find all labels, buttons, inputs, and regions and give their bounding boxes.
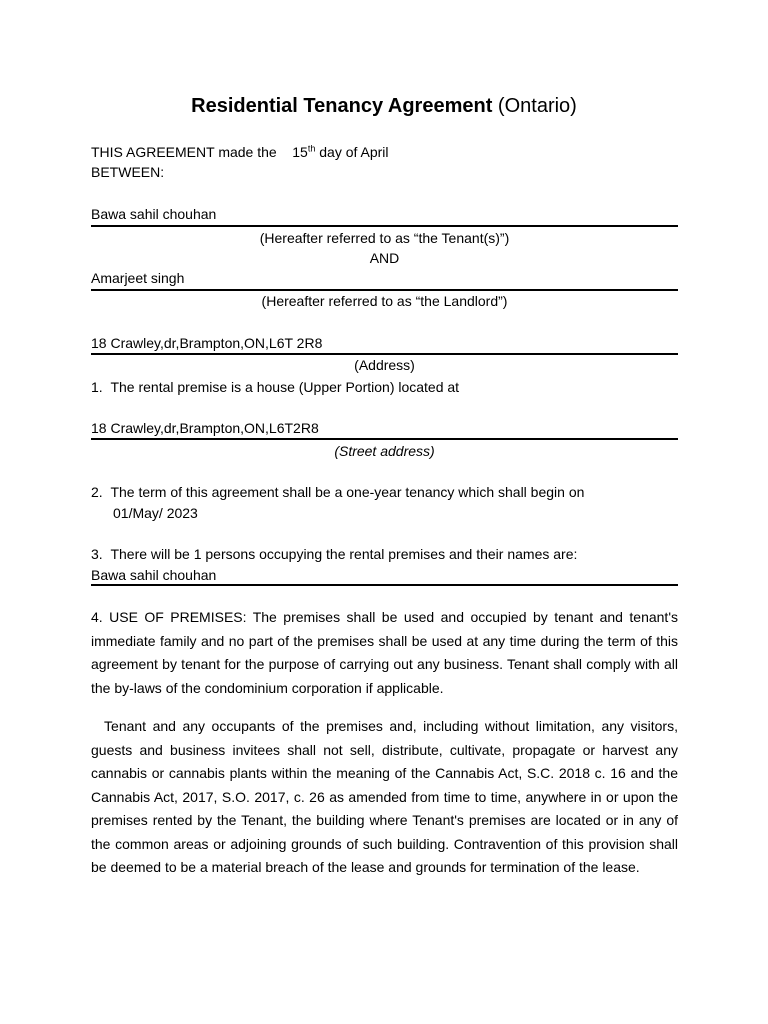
agreement-prefix: THIS AGREEMENT made the <box>91 144 277 160</box>
tenant-underline <box>91 225 678 227</box>
agreement-day: 15 <box>292 144 308 160</box>
occupant-name: Bawa sahil chouhan <box>91 567 217 583</box>
tenant-caption: (Hereafter referred to as “the Tenant(s)”) <box>259 230 510 246</box>
address-underline <box>91 353 678 355</box>
document-title <box>0 95 768 118</box>
landlord-underline <box>91 289 678 291</box>
clause-3-text: 3. There will be 1 persons occupying the rental premises and their names are: <box>91 546 578 562</box>
clause-4-use-of-premises: 4. USE OF PREMISES: The premises shall be used and occupied by tenant and tenant's immediate family and no part of the premises shall be used at any time during the term of this agreement by tenant for the purpose of carrying out any business. Tenant shall comply with all the by-laws of the condominium corporation if applicable. <box>91 609 678 696</box>
cannabis-clause: Tenant and any occupants of the premises and, including without limitation, any visitors, guests and business invitees shall not sell, distribute, cultivate, propagate or harvest any cannabis or cannabis plants within the meaning of the Cannabis Act, S.C. 2018 c. 16 and the Cannabis Act, 2017, S.O. 2017, c. 26 as amended from time to time, anywhere in or upon the premises rented by the Tenant, the building where Tenant's premises are located or in any of the common areas or adjoining grounds of such building. Contravention of this provision shall be deemed to be a material breach of the lease and grounds for termination of the lease. <box>91 718 678 875</box>
clause-2-start-date: 01/May/ 2023 <box>113 505 198 521</box>
landlord-name: Amarjeet singh <box>91 270 185 286</box>
agreement-date-line <box>91 144 389 160</box>
agreement-month: day of April <box>319 144 389 160</box>
street-address-underline <box>91 438 678 440</box>
title-region: (Ontario) <box>497 95 577 117</box>
agreement-day-suffix: th <box>307 143 316 154</box>
tenant-name: Bawa sahil chouhan <box>91 206 217 222</box>
clause-1-text: 1. The rental premise is a house (Upper Portion) located at <box>91 379 460 395</box>
title-bold: Residential Tenancy Agreement <box>191 95 493 117</box>
between-label: BETWEEN: <box>91 164 165 180</box>
occupant-underline <box>91 584 678 586</box>
and-label: AND <box>369 250 400 266</box>
street-address-caption: (Street address) <box>334 443 435 459</box>
landlord-caption: (Hereafter referred to as “the Landlord”) <box>261 293 508 309</box>
street-address-value: 18 Crawley,dr,Brampton,ON,L6T2R8 <box>91 420 319 436</box>
address-caption: (Address) <box>354 357 415 373</box>
landlord-address: 18 Crawley,dr,Brampton,ON,L6T 2R8 <box>91 335 323 351</box>
clause-2-line1: 2. The term of this agreement shall be a one-year tenancy which shall begin on <box>91 484 585 500</box>
